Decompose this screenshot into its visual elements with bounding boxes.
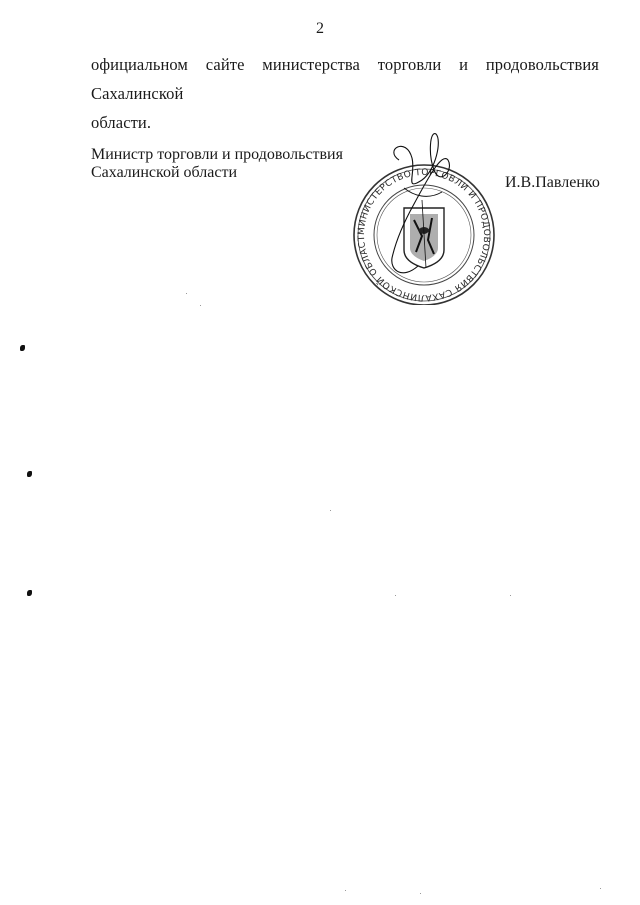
scan-speck	[420, 893, 421, 894]
official-seal-with-signature	[344, 130, 504, 305]
scan-speck	[395, 595, 396, 596]
scan-hole-mark	[27, 471, 32, 477]
scan-speck	[200, 305, 201, 306]
scan-speck	[600, 888, 601, 889]
scan-speck	[186, 293, 187, 294]
paragraph-line-1: официальном сайте министерства торговли и продовольствия Сахалинской	[91, 55, 599, 103]
svg-text:МИНИСТЕРСТВО ТОРГОВЛИ И ПРОДОВ: МИНИСТЕРСТВО ТОРГОВЛИ И ПРОДОВОЛЬСТВИЯ САХАЛИНСКОЙ ОБЛАСТ	[356, 167, 492, 303]
paragraph-line-2: области.	[91, 113, 152, 132]
signatory-title-line-1: Министр торговли и продовольствия	[91, 146, 343, 163]
signatory-title-line-2: Сахалинской области	[91, 164, 238, 181]
signatory-title	[91, 146, 343, 182]
scan-speck	[330, 510, 331, 511]
scan-hole-mark	[20, 345, 25, 351]
paragraph-continuation	[91, 50, 599, 137]
scan-speck	[510, 595, 511, 596]
page-number: 2	[316, 20, 324, 37]
scan-speck	[345, 890, 346, 891]
scan-hole-mark	[27, 590, 32, 596]
signer-name: И.В.Павленко	[505, 174, 600, 191]
